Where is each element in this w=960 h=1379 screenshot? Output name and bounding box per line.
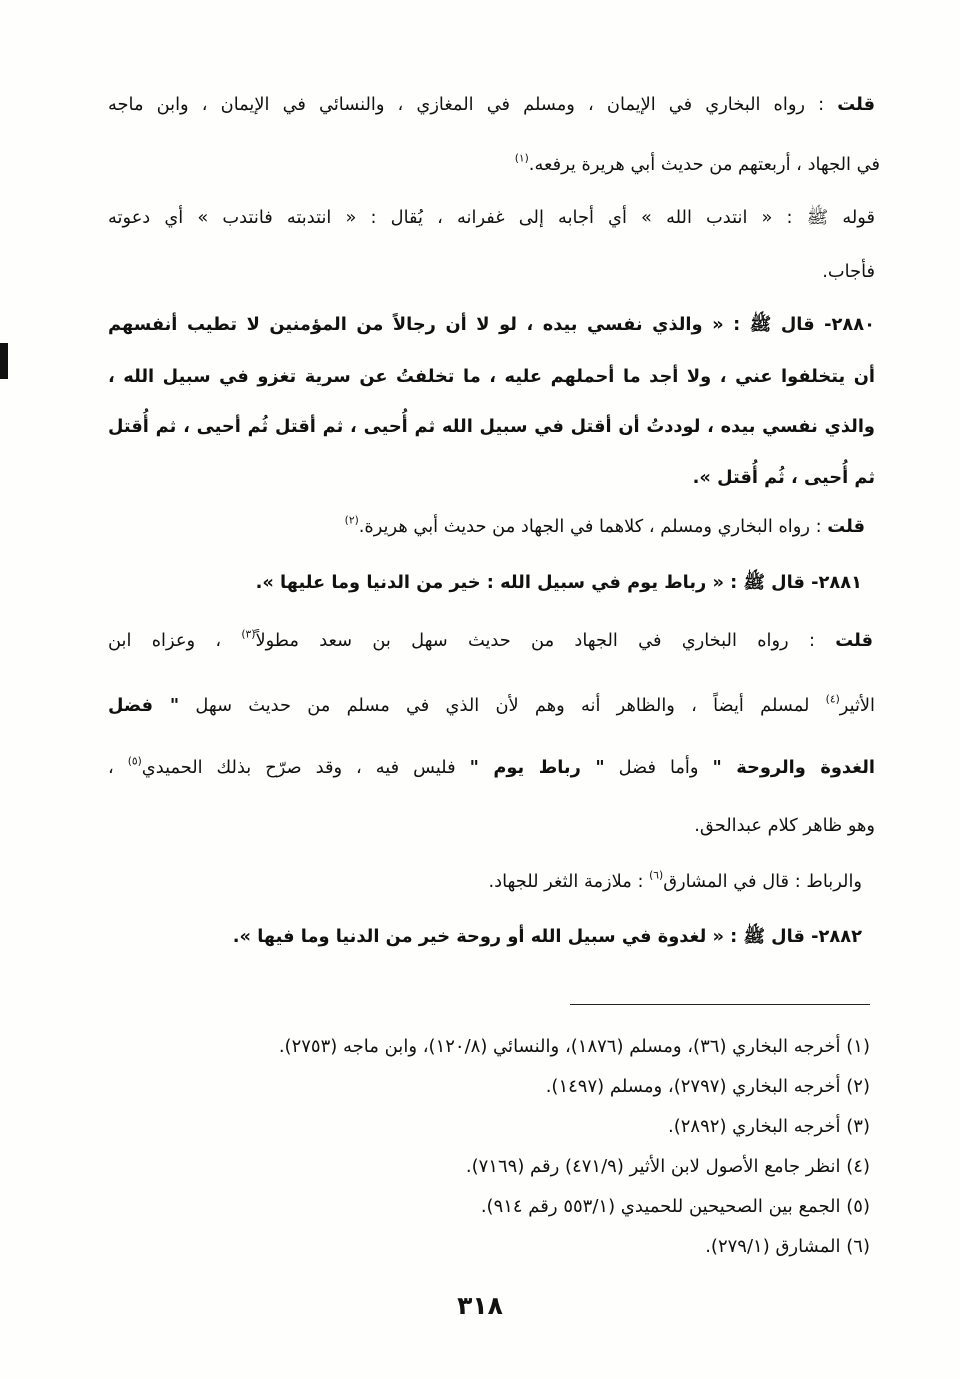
hadith-line [107, 917, 862, 957]
commentary-text: فليس فيه ، وقد صرّح بذلك الحميدي [141, 757, 470, 778]
footnote-ref: (٣) [241, 627, 256, 641]
hadith-text: ٢٨٨٠- قال ﷺ : « والذي نفسي بيده ، لو لا أن رجالاً من المؤمنين لا تطيب أنفسهم [108, 314, 875, 335]
commentary-text: الأثير [839, 695, 875, 716]
footnote-item: (٤) انظر جامع الأصول لابن الأثير (٤٧١/٩) رقم (٧١٦٩). [465, 1156, 870, 1177]
text-line [107, 748, 875, 788]
footnote-ref: (١) [514, 151, 529, 165]
emphasis-text: الغدوة والروحة " [712, 757, 875, 778]
text-line [107, 621, 873, 661]
commentary-text: : رواه البخاري ومسلم ، كلاهما في الجهاد من حديث أبي هريرة. [358, 516, 828, 537]
text-line [107, 85, 875, 125]
footnote-ref: (٦) [649, 868, 664, 882]
hadith-text: أن يتخلفوا عني ، ولا أجد ما أحملهم عليه ، ما تخلفتُ عن سرية تغزو في سبيل الله ، [108, 366, 875, 387]
commentary-text: : ملازمة الثغر للجهاد. [488, 871, 650, 892]
commentary-text: ، وعزاه ابن [108, 630, 242, 651]
hadith-line [107, 563, 862, 603]
commentary-text: : رواه البخاري في الجهاد من حديث سهل بن سعد مطولاً [255, 630, 836, 651]
text-line [107, 145, 880, 185]
commentary-text: في الجهاد ، أربعتهم من حديث أبي هريرة يرفعه. [528, 154, 880, 175]
qultu-label: قلت [835, 630, 873, 651]
scan-artifact [0, 343, 8, 379]
text-line [107, 686, 875, 726]
footnote-ref: (٥) [127, 754, 142, 768]
qultu-label: قلت [837, 94, 875, 115]
commentary-text: قوله ﷺ : « انتدب الله » أي أجابه إلى غفرانه ، يُقال : « انتدبته فانتدب » أي دعوته [108, 207, 875, 228]
text-line [107, 252, 875, 292]
text-line [107, 862, 862, 902]
hadith-text: ثم أُحيى ، ثُم أُقتل ». [692, 467, 875, 488]
commentary-text: وهو ظاهر كلام عبدالحق. [694, 815, 875, 836]
footnote-ref: (٤) [825, 692, 840, 706]
text-line [107, 507, 865, 547]
footnote-item: (١) أخرجه البخاري (٣٦)، ومسلم (١٨٧٦)، والنسائي (١٢٠/٨)، وابن ماجه (٢٧٥٣). [278, 1036, 870, 1057]
page-number: ٣١٨ [457, 1291, 503, 1320]
hadith-text: والذي نفسي بيده ، لوددتُ أن أقتل في سبيل الله ثم أُحيى ، ثم أقتل ثُم أحيى ، ثم أُقتل [108, 416, 875, 437]
hadith-text: ٢٨٨١- قال ﷺ : « رباط يوم في سبيل الله : خير من الدنيا وما عليها ». [255, 572, 862, 593]
qultu-label: قلت [827, 516, 865, 537]
hadith-line [107, 458, 875, 498]
commentary-text: وأما فضل [604, 757, 713, 778]
footnote-item: (٥) الجمع بين الصحيحين للحميدي (٥٥٣/١ رقم ٩١٤). [480, 1196, 870, 1217]
commentary-text: فأجاب. [822, 261, 875, 282]
emphasis-text: " فضل [108, 695, 180, 716]
text-line [107, 806, 875, 846]
commentary-text: والرباط : قال في المشارق [663, 871, 862, 892]
hadith-line [107, 357, 875, 397]
hadith-line [107, 305, 875, 345]
footnote-ref: (٢) [344, 513, 359, 527]
footnote-item: (٣) أخرجه البخاري (٢٨٩٢). [668, 1116, 870, 1137]
hadith-line [107, 407, 875, 447]
footnote-item: (٢) أخرجه البخاري (٢٧٩٧)، ومسلم (١٤٩٧). [545, 1076, 870, 1097]
commentary-text: : رواه البخاري في الإيمان ، ومسلم في المغازي ، والنسائي في الإيمان ، وابن ماجه [108, 94, 838, 115]
footnote-item: (٦) المشارق (٢٧٩/١). [705, 1236, 870, 1257]
hadith-text: ٢٨٨٢- قال ﷺ : « لغدوة في سبيل الله أو روحة خير من الدنيا وما فيها ». [232, 926, 862, 947]
emphasis-text: " رباط يوم " [469, 757, 605, 778]
footnote-separator [570, 1004, 870, 1005]
text-line [107, 198, 875, 238]
commentary-text: لمسلم أيضاً ، والظاهر أنه وهم لأن الذي في مسلم من حديث سهل [179, 695, 826, 716]
commentary-text: ، [108, 757, 128, 778]
